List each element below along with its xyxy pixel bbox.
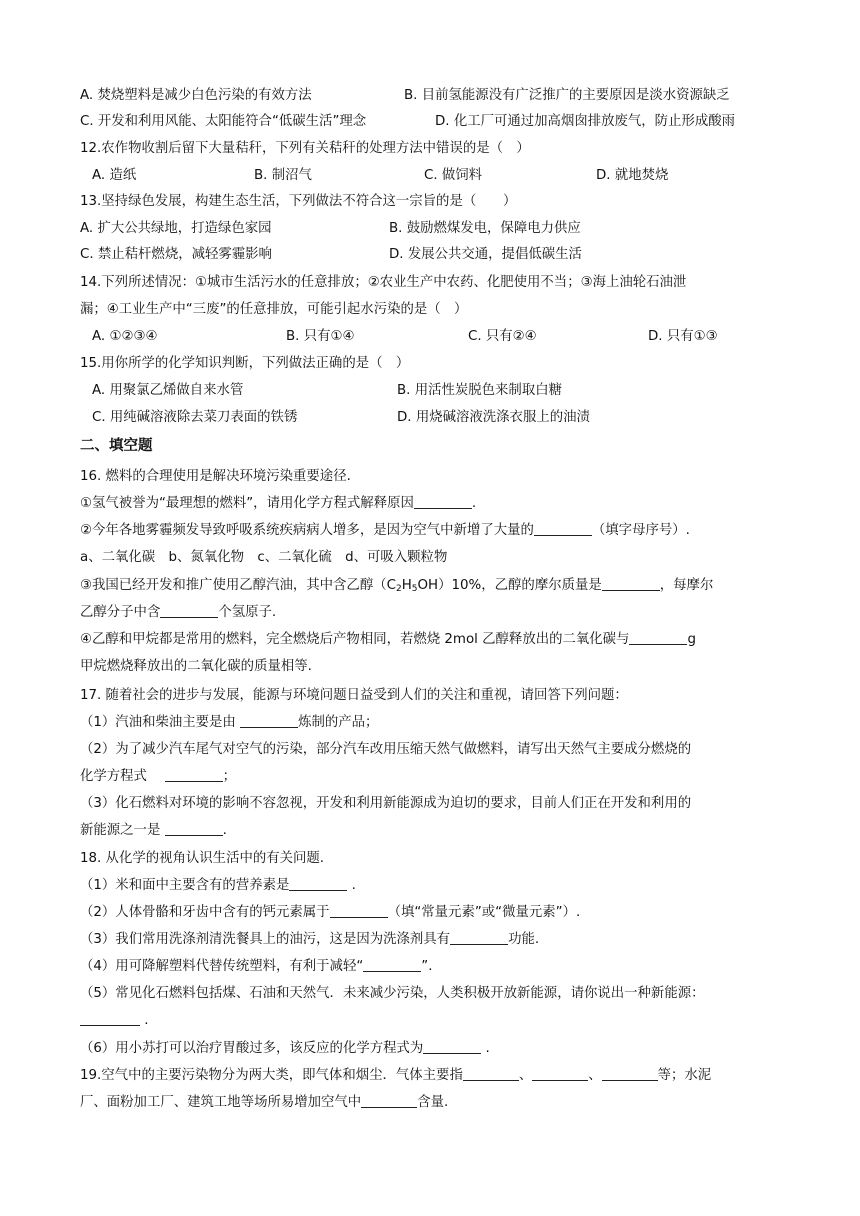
q16-answer-blank-1[interactable] bbox=[414, 494, 472, 509]
q18-part3: （3）我们常用洗涤剂清洗餐具上的油污，这是因为洗涤剂具有 功能. bbox=[80, 932, 540, 947]
q18-stem: 18. 从化学的视角认识生活中的有关问题. bbox=[80, 851, 325, 866]
q14-option-a: A. ①②③④ bbox=[92, 329, 158, 344]
q16-stem: 16. 燃料的合理使用是解决环境污染重要途径. bbox=[80, 469, 351, 484]
q15-option-d: D. 用烧碱溶液洗涤衣服上的油渍 bbox=[397, 410, 590, 425]
q19-answer-blank-4[interactable] bbox=[361, 1093, 417, 1108]
q18-part1: （1）米和面中主要含有的营养素是 . bbox=[80, 878, 356, 893]
q12-stem: 12.农作物收割后留下大量秸秆，下列有关秸秆的处理方法中错误的是（ ） bbox=[80, 141, 530, 156]
q14-option-c: C. 只有②④ bbox=[468, 329, 537, 344]
q11-option-d: D. 化工厂可通过加高烟囱排放废气，防止形成酸雨 bbox=[435, 114, 736, 129]
q17-answer-blank-3[interactable] bbox=[165, 821, 223, 836]
q11-option-c: C. 开发和利用风能、太阳能符合“低碳生活”理念 bbox=[80, 114, 367, 129]
q17-part2: （2）为了减少汽车尾气对空气的污染，部分汽车改用压缩天然气做燃料，请写出天然气主要成分燃烧的 bbox=[80, 742, 692, 757]
q19-answer-blank-1[interactable] bbox=[463, 1066, 519, 1081]
q11-option-b: B. 目前氢能源没有广泛推广的主要原因是淡水资源缺乏 bbox=[404, 88, 730, 103]
q18-part5: （5）常见化石燃料包括煤、石油和天然气．未来减少污染，人类积极开放新能源，请你说出一种新能源： bbox=[80, 986, 705, 1001]
q12-option-a: A. 造纸 bbox=[92, 168, 137, 183]
q16-part2: ②今年各地雾霾频发导致呼吸系统疾病病人增多，是因为空气中新增了大量的 （填字母序号）. bbox=[80, 523, 690, 538]
q16-answer-blank-4[interactable] bbox=[160, 603, 218, 618]
q19-answer-blank-3[interactable] bbox=[602, 1066, 658, 1081]
q18-answer-blank-3[interactable] bbox=[450, 930, 508, 945]
q16-answer-blank-3[interactable] bbox=[602, 576, 660, 591]
q13-stem: 13.坚持绿色发展，构建生态生活，下列做法不符合这一宗旨的是（ ） bbox=[80, 194, 517, 209]
q15-stem: 15.用你所学的化学知识判断，下列做法正确的是（ ） bbox=[80, 356, 410, 371]
q18-answer-blank-2[interactable] bbox=[330, 903, 388, 918]
q15-option-c: C. 用纯碱溶液除去菜刀表面的铁锈 bbox=[92, 410, 298, 425]
q16-part3: ③我国已经开发和推广使用乙醇汽油，其中含乙醇$(C_2H_5OH)10\%$，乙醇的摩尔质量是 ，每摩尔 bbox=[80, 578, 714, 594]
q18-part2: （2）人体骨骼和牙齿中含有的钙元素属于 （填“常量元素”或“微量元素”）. bbox=[80, 905, 581, 920]
q16-part4: ④乙醇和甲烷都是常用的燃料，完全燃烧后产物相同，若燃烧 2mol 乙醇释放出的二氧化碳与 g bbox=[80, 632, 696, 647]
q17-answer-blank-1[interactable] bbox=[240, 713, 298, 728]
q15-option-b: B. 用活性炭脱色来制取白糖 bbox=[397, 383, 562, 398]
q18-answer-blank-4[interactable] bbox=[363, 957, 421, 972]
q13-option-d: D. 发展公共交通，提倡低碳生活 bbox=[389, 247, 582, 262]
q16-part1: ①氢气被誉为“最理想的燃料”，请用化学方程式解释原因 . bbox=[80, 496, 477, 511]
q14-stem-line1: 14.下列所述情况：①城市生活污水的任意排放；②农业生产中农药、化肥使用不当；③海上油轮石油泄 bbox=[80, 275, 687, 290]
q11-option-a: A. 焚烧塑料是减少白色污染的有效方法 bbox=[80, 88, 312, 103]
q18-answer-blank-1[interactable] bbox=[289, 876, 347, 891]
q17-part3: （3）化石燃料对环境的影响不容忽视，开发和利用新能源成为迫切的要求，目前人们正在开发和利用的 bbox=[80, 796, 692, 811]
q13-option-a: A. 扩大公共绿地，打造绿色家园 bbox=[80, 221, 272, 236]
q13-option-c: C. 禁止秸杆燃烧，减轻雾霾影响 bbox=[80, 247, 272, 262]
q16-part4-cont: 甲烷燃烧释放出的二氧化碳的质量相等. bbox=[80, 659, 312, 674]
q16-answer-blank-2[interactable] bbox=[534, 521, 592, 536]
q16-part3-cont: 乙醇分子中含 个氢原子. bbox=[80, 605, 277, 620]
q12-option-c: C. 做饲料 bbox=[424, 168, 483, 183]
q16-answer-blank-5[interactable] bbox=[629, 630, 687, 645]
q19-answer-blank-2[interactable] bbox=[532, 1066, 588, 1081]
q18-part6: （6）用小苏打可以治疗胃酸过多，该反应的化学方程式为 . bbox=[80, 1041, 490, 1056]
q17-part1: （1）汽油和柴油主要是由 炼制的产品； bbox=[80, 715, 379, 730]
q12-option-d: D. 就地焚烧 bbox=[596, 168, 669, 183]
q17-answer-blank-2[interactable] bbox=[165, 767, 223, 782]
q18-part5-cont: . bbox=[80, 1011, 149, 1031]
q18-answer-blank-5[interactable] bbox=[80, 1011, 140, 1026]
q17-stem: 17. 随着社会的进步与发展，能源与环境问题日益受到人们的关注和重视，请回答下列问题： bbox=[80, 688, 628, 703]
q18-answer-blank-6[interactable] bbox=[423, 1039, 481, 1054]
q17-part3-cont: 新能源之一是 . bbox=[80, 823, 227, 838]
q14-stem-line2: 漏；④工业生产中“三废”的任意排放，可能引起水污染的是（ ） bbox=[80, 302, 468, 317]
q14-option-d: D. 只有①③ bbox=[648, 329, 718, 344]
q13-option-b: B. 鼓励燃煤发电，保障电力供应 bbox=[389, 221, 581, 236]
q19-line1: 19.空气中的主要污染物分为两大类，即气体和烟尘．气体主要指 、 、 等；水泥 bbox=[80, 1068, 712, 1083]
q17-part2-cont: 化学方程式 ； bbox=[80, 769, 236, 784]
q15-option-a: A. 用聚氯乙烯做自来水管 bbox=[92, 383, 244, 398]
q14-option-b: B. 只有①④ bbox=[286, 329, 355, 344]
q16-options: a、二氧化碳 b、氮氧化物 c、二氧化硫 d、可吸入颗粒物 bbox=[80, 550, 448, 565]
section-heading-fill-in: 二、填空题 bbox=[80, 438, 153, 454]
q19-line2: 厂、面粉加工厂、建筑工地等场所易增加空气中 含量. bbox=[80, 1095, 449, 1110]
q18-part4: （4）用可降解塑料代替传统塑料，有利于减轻“ ”. bbox=[80, 959, 433, 974]
q12-option-b: B. 制沼气 bbox=[254, 168, 312, 183]
